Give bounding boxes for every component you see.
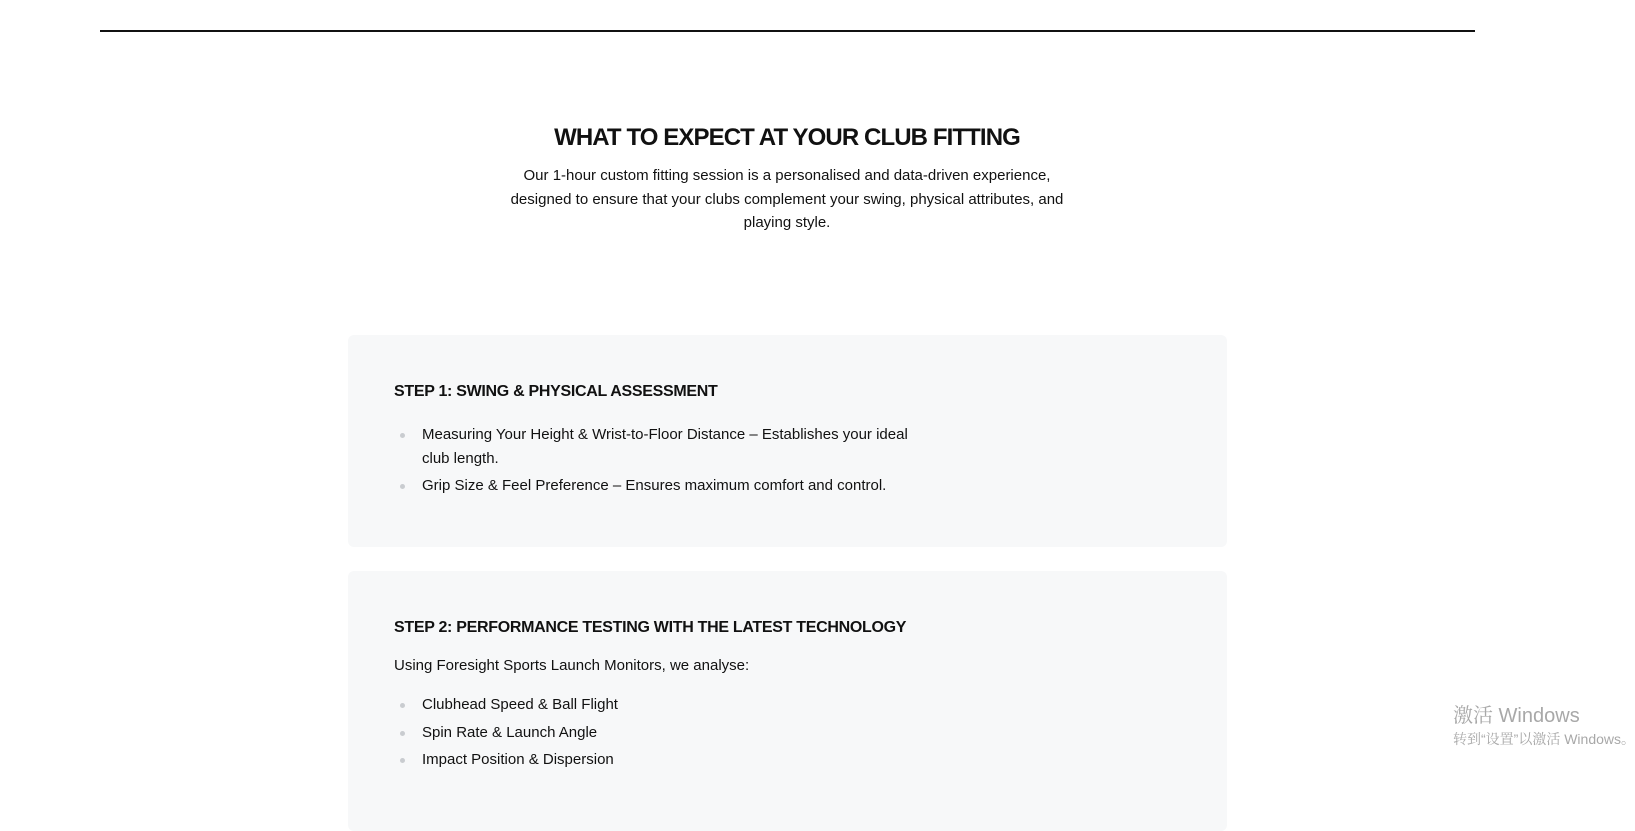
list-item [394,693,939,717]
list-item [394,721,939,745]
list-item [394,748,939,772]
bullet-icon [400,703,405,708]
list-item-text: Grip Size & Feel Preference – Ensures maximum comfort and control. [422,477,887,494]
list-item-text: Impact Position & Dispersion [422,751,614,768]
list-item-text: Spin Rate & Launch Angle [422,723,598,741]
watermark-line-1: 激活 Windows [1453,705,1580,727]
step-2-intro: Using Foresight Sports Launch Monitors, we analyse: [394,657,750,674]
step-1-title: STEP 1: SWING & PHYSICAL ASSESSMENT [394,383,718,400]
watermark-line-2: 转到“设置”以激活 Windows。 [1453,731,1635,747]
page-description: Our 1-hour custom fitting session is a personalised and data-driven experience, designed to ensure that your clubs complement your swing, physical attributes, and playing style. [510,167,1064,231]
step-1-card [348,335,1227,547]
step-2-card [348,571,1227,831]
bullet-icon [400,758,405,763]
list-item [394,423,939,470]
page-title: WHAT TO EXPECT AT YOUR CLUB FITTING [554,124,1020,151]
list-item [394,474,939,498]
intro-section [0,122,1574,235]
windows-activation-watermark [1453,704,1635,748]
bullet-icon [400,433,405,438]
top-divider [100,30,1475,32]
bullet-icon [400,731,405,736]
bullet-icon [400,484,405,489]
step-2-title: STEP 2: PERFORMANCE TESTING WITH THE LATEST TECHNOLOGY [394,619,907,636]
step-1-list [394,423,939,502]
list-item-text: Measuring Your Height & Wrist-to-Floor Distance – Establishes your ideal club length. [422,426,908,467]
list-item-text: Clubhead Speed & Ball Flight [422,696,618,713]
step-2-list [394,693,939,776]
